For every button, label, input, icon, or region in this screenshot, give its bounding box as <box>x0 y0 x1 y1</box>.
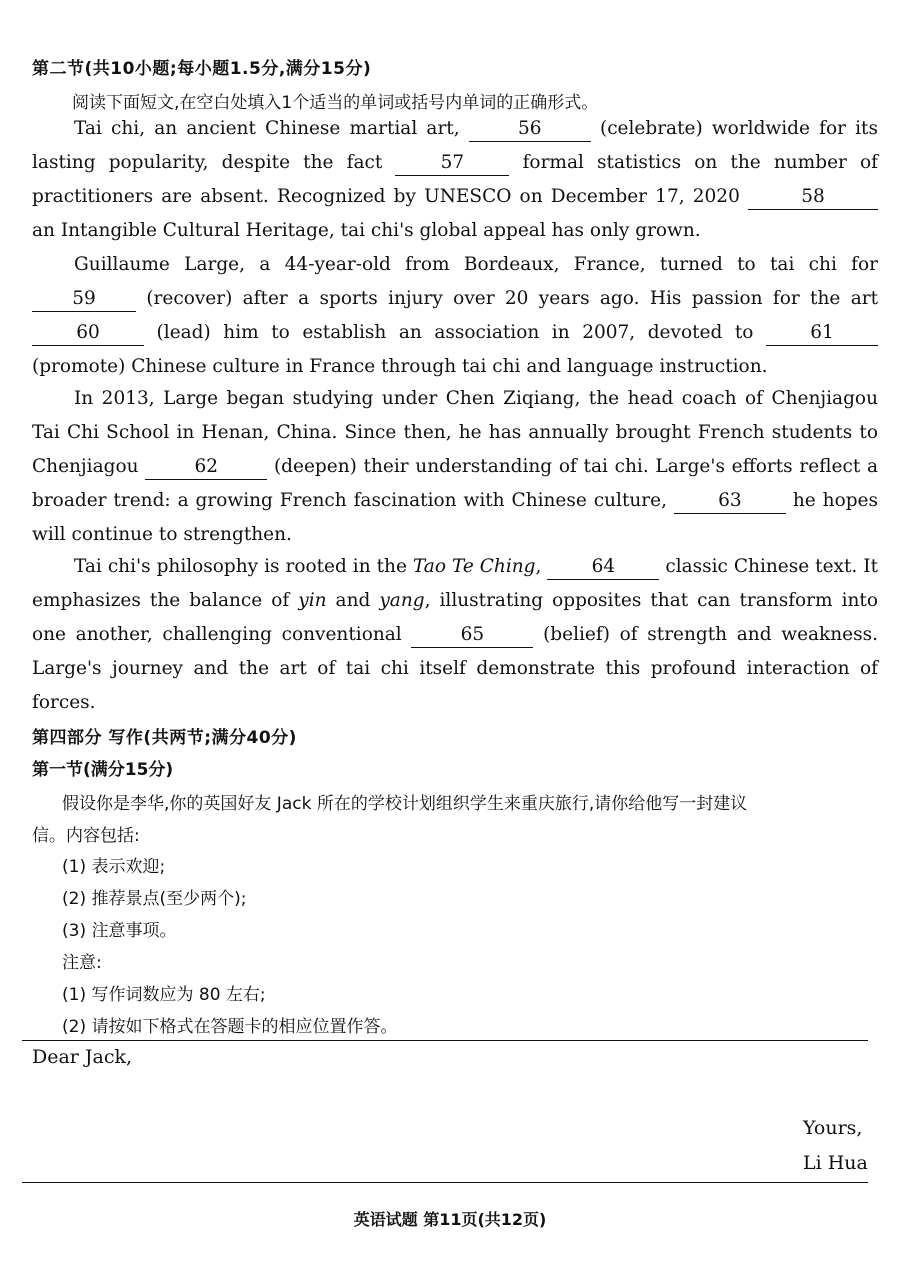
text-run: an Intangible Cultural Heritage, tai chi's global appeal has only grown. <box>32 220 701 241</box>
text-run: Tai chi's philosophy is rooted in the <box>74 556 413 577</box>
text-run: he hopes will continue to strengthen. <box>32 490 878 545</box>
passage-paragraph-3 <box>32 382 878 552</box>
text-run: , illustrating opposites that can transform into one another, challenging conventional <box>32 590 878 645</box>
section-heading: 第二节(共10小题;每小题1.5分,满分15分) <box>32 59 372 79</box>
writing-note-label: 注意: <box>62 953 102 973</box>
text-run: (deepen) their understanding of tai chi. Large's efforts reflect a broader trend: a growing French fascination with Chinese culture, <box>32 456 878 511</box>
text-run: classic Chinese text. It emphasizes the balance of <box>32 556 879 611</box>
passage-paragraph-2 <box>32 248 878 384</box>
passage-paragraph-1 <box>32 112 878 248</box>
section-instruction: 阅读下面短文,在空白处填入1个适当的单词或括号内单词的正确形式。 <box>72 93 599 113</box>
page-footer: 英语试题 第11页(共12页) <box>353 1210 547 1229</box>
writing-item-3: (3) 注意事项。 <box>62 921 177 941</box>
blank-62[interactable]: 62 <box>145 455 267 480</box>
text-run: , <box>535 556 548 577</box>
blank-57[interactable]: 57 <box>395 151 509 176</box>
text-run: Tai chi, an ancient Chinese martial art, <box>74 118 469 139</box>
text-run: In 2013, Large began studying under Chen Ziqiang, the head coach of Chenjiagou Tai Chi School in Henan, China. Since then, he has annually brought French students to Chenjiagou <box>32 388 878 477</box>
book-title: Tao Te Ching <box>412 556 536 577</box>
letter-closing: Yours, <box>803 1117 863 1139</box>
writing-item-2: (2) 推荐景点(至少两个); <box>62 889 247 909</box>
text-run: (recover) after a sports injury over 20 years ago. His passion for the art <box>136 288 878 309</box>
blank-61[interactable]: 61 <box>766 321 878 346</box>
blank-58[interactable]: 58 <box>748 185 878 210</box>
writing-item-1: (1) 表示欢迎; <box>62 857 166 877</box>
text-run: (belief) of strength and weakness. Large's journey and the art of tai chi itself demonstrate this profound interaction of forces. <box>32 624 878 713</box>
part4-heading: 第四部分 写作(共两节;满分40分) <box>32 728 297 748</box>
writing-note-2: (2) 请按如下格式在答题卡的相应位置作答。 <box>62 1017 398 1037</box>
writing-prompt-line-2: 信。内容包括: <box>32 826 140 846</box>
text-run: and <box>326 590 380 611</box>
term-yang: yang <box>379 590 425 611</box>
text-run: formal statistics on the number of practitioners are absent. Recognized by UNESCO on December 17, 2020 <box>32 152 878 207</box>
blank-56[interactable]: 56 <box>469 117 591 142</box>
letter-greeting: Dear Jack, <box>32 1046 133 1068</box>
blank-65[interactable]: 65 <box>411 623 533 648</box>
text-run: (celebrate) worldwide for its lasting popularity, despite the fact <box>32 118 878 173</box>
part4-subheading: 第一节(满分15分) <box>32 760 174 780</box>
text-run: Guillaume Large, a 44-year-old from Bordeaux, France, turned to tai chi for <box>74 254 878 275</box>
writing-note-1: (1) 写作词数应为 80 左右; <box>62 985 266 1005</box>
term-yin: yin <box>298 590 327 611</box>
blank-64[interactable]: 64 <box>547 555 659 580</box>
text-run: (lead) him to establish an association in 2007, devoted to <box>144 322 766 343</box>
top-divider <box>22 1040 868 1041</box>
blank-59[interactable]: 59 <box>32 287 136 312</box>
blank-63[interactable]: 63 <box>674 489 786 514</box>
passage-paragraph-4 <box>32 550 878 720</box>
text-run: (promote) Chinese culture in France through tai chi and language instruction. <box>32 356 768 377</box>
writing-prompt-line-1: 假设你是李华,你的英国好友 Jack 所在的学校计划组织学生来重庆旅行,请你给他写一封建议 <box>62 794 748 814</box>
bottom-divider <box>22 1182 868 1183</box>
blank-60[interactable]: 60 <box>32 321 144 346</box>
letter-signature: Li Hua <box>803 1152 868 1174</box>
